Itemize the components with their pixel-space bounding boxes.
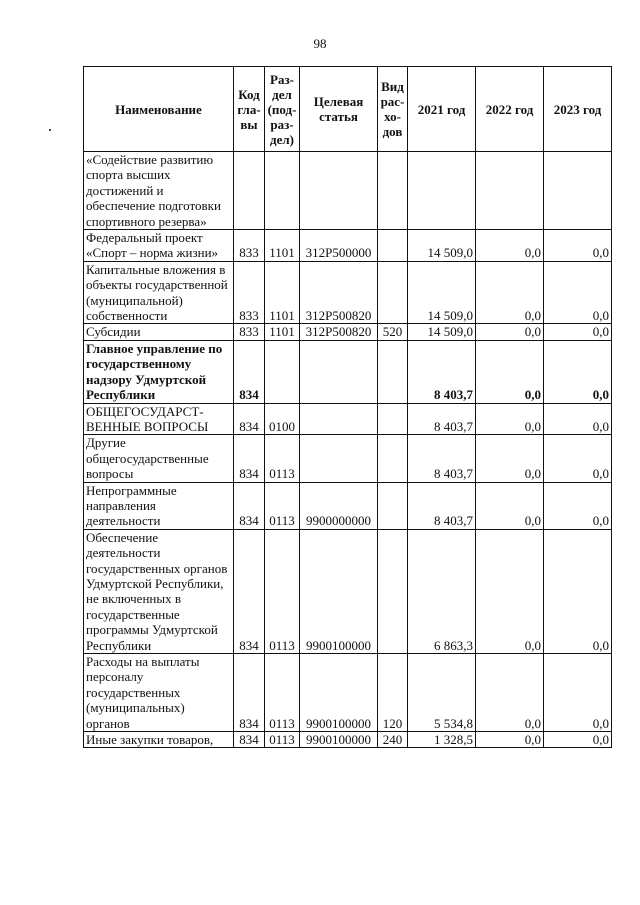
cell-kod: 833 [234,324,265,340]
cell-razdel: 0113 [265,529,300,653]
cell-name: Капитальные вложения в объекты государственной (муниципальной) собственности [84,261,234,324]
cell-2022: 0,0 [476,435,544,482]
cell-kod: 833 [234,230,265,262]
cell-razdel: 0113 [265,654,300,732]
cell-2023: 0,0 [544,261,612,324]
cell-vid [378,482,408,529]
cell-celevaya [300,403,378,435]
cell-kod: 834 [234,732,265,748]
cell-2023: 0,0 [544,324,612,340]
cell-vid: 240 [378,732,408,748]
table-row [84,403,612,435]
cell-2022: 0,0 [476,261,544,324]
cell-2021 [408,152,476,230]
cell-celevaya [300,435,378,482]
header-name: Наименование [84,67,234,152]
header-2023: 2023 год [544,67,612,152]
cell-2021: 8 403,7 [408,435,476,482]
margin-mark [49,129,51,131]
cell-kod: 834 [234,435,265,482]
cell-2021: 14 509,0 [408,261,476,324]
header-2022: 2022 год [476,67,544,152]
cell-2021: 5 534,8 [408,654,476,732]
header-razdel: Раз-дел (под-раз-дел) [265,67,300,152]
cell-2021: 1 328,5 [408,732,476,748]
cell-name: Непрограммные направления деятельности [84,482,234,529]
table-row [84,340,612,403]
cell-razdel: 0113 [265,482,300,529]
cell-vid [378,230,408,262]
cell-vid [378,152,408,230]
cell-2022: 0,0 [476,324,544,340]
cell-2022: 0,0 [476,340,544,403]
cell-celevaya [300,152,378,230]
cell-2023: 0,0 [544,403,612,435]
cell-2022: 0,0 [476,403,544,435]
cell-2021: 8 403,7 [408,340,476,403]
cell-vid [378,529,408,653]
cell-2023: 0,0 [544,340,612,403]
cell-razdel: 0100 [265,403,300,435]
header-2021: 2021 год [408,67,476,152]
cell-2023: 0,0 [544,732,612,748]
cell-kod: 834 [234,654,265,732]
cell-2021: 14 509,0 [408,230,476,262]
cell-2023: 0,0 [544,529,612,653]
page-number: 98 [313,36,327,51]
cell-celevaya: 312P500820 [300,261,378,324]
cell-celevaya: 9900000000 [300,482,378,529]
cell-razdel: 1101 [265,230,300,262]
cell-2023: 0,0 [544,482,612,529]
cell-2021: 14 509,0 [408,324,476,340]
cell-name: Иные закупки товаров, [84,732,234,748]
cell-razdel: 0113 [265,732,300,748]
cell-2022: 0,0 [476,654,544,732]
cell-razdel: 1101 [265,324,300,340]
cell-2021: 6 863,3 [408,529,476,653]
cell-kod: 834 [234,403,265,435]
cell-2022: 0,0 [476,529,544,653]
cell-name: «Содействие развитию спорта высших достижений и обеспечение подготовки спортивного резерва» [84,152,234,230]
cell-kod: 834 [234,482,265,529]
table-row [84,529,612,653]
cell-name: Субсидии [84,324,234,340]
cell-vid [378,261,408,324]
header-vid: Вид рас-хо-дов [378,67,408,152]
table-row [84,482,612,529]
cell-kod: 834 [234,529,265,653]
cell-2022: 0,0 [476,482,544,529]
cell-kod [234,152,265,230]
cell-2022: 0,0 [476,732,544,748]
header-kod: Код гла-вы [234,67,265,152]
cell-celevaya: 312P500820 [300,324,378,340]
cell-celevaya: 312P500000 [300,230,378,262]
cell-2021: 8 403,7 [408,482,476,529]
header-celevaya: Целевая статья [300,67,378,152]
cell-name: Федеральный проект «Спорт – норма жизни» [84,230,234,262]
header-row [84,67,612,152]
cell-vid: 520 [378,324,408,340]
table-row [84,732,612,748]
cell-celevaya: 9900100000 [300,529,378,653]
cell-vid [378,340,408,403]
cell-2022 [476,152,544,230]
cell-razdel: 1101 [265,261,300,324]
cell-2022: 0,0 [476,230,544,262]
table-row [84,654,612,732]
cell-2023: 0,0 [544,435,612,482]
cell-celevaya: 9900100000 [300,732,378,748]
cell-vid: 120 [378,654,408,732]
table-row [84,435,612,482]
cell-2023: 0,0 [544,230,612,262]
cell-razdel [265,340,300,403]
cell-name: Обеспечение деятельности государственных органов Удмуртской Республики, не включенных в государственные программы Удмуртской Республики [84,529,234,653]
cell-2021: 8 403,7 [408,403,476,435]
table-row [84,230,612,262]
cell-vid [378,435,408,482]
table-row [84,261,612,324]
table-row [84,152,612,230]
cell-vid [378,403,408,435]
cell-name: ОБЩЕГОСУДАРСТ-ВЕННЫЕ ВОПРОСЫ [84,403,234,435]
cell-name: Главное управление по государственному надзору Удмуртской Республики [84,340,234,403]
table-row [84,324,612,340]
cell-name: Расходы на выплаты персоналу государственных (муниципальных) органов [84,654,234,732]
cell-celevaya [300,340,378,403]
cell-2023 [544,152,612,230]
cell-kod: 834 [234,340,265,403]
cell-razdel: 0113 [265,435,300,482]
budget-table [83,66,612,748]
cell-celevaya: 9900100000 [300,654,378,732]
cell-name: Другие общегосударственные вопросы [84,435,234,482]
cell-kod: 833 [234,261,265,324]
cell-razdel [265,152,300,230]
cell-2023: 0,0 [544,654,612,732]
